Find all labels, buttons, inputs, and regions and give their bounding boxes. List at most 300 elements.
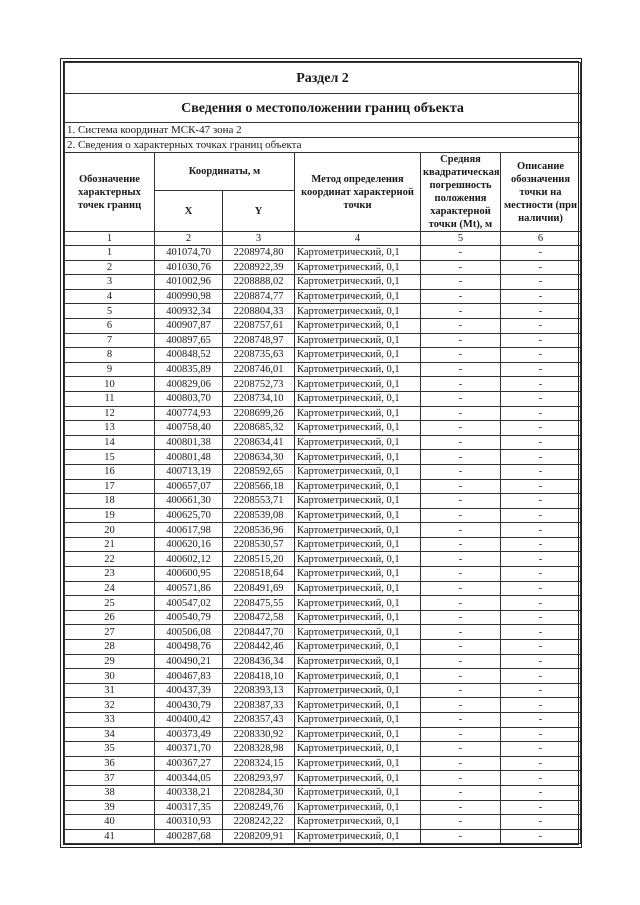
point-accuracy: - bbox=[421, 508, 501, 523]
point-x: 400344,05 bbox=[155, 771, 223, 786]
point-accuracy: - bbox=[421, 654, 501, 669]
point-method: Картометрический, 0,1 bbox=[295, 318, 421, 333]
point-description: - bbox=[501, 494, 581, 509]
point-y: 2208804,33 bbox=[223, 304, 295, 319]
point-x: 400400,42 bbox=[155, 713, 223, 728]
point-number: 39 bbox=[65, 800, 155, 815]
point-number: 14 bbox=[65, 435, 155, 450]
table-row bbox=[65, 318, 581, 333]
point-x: 400371,70 bbox=[155, 742, 223, 757]
point-method: Картометрический, 0,1 bbox=[295, 596, 421, 611]
point-number: 7 bbox=[65, 333, 155, 348]
table-row bbox=[65, 567, 581, 582]
point-y: 2208209,91 bbox=[223, 829, 295, 844]
point-accuracy: - bbox=[421, 377, 501, 392]
point-x: 400617,98 bbox=[155, 523, 223, 538]
point-number: 41 bbox=[65, 829, 155, 844]
point-method: Картометрический, 0,1 bbox=[295, 275, 421, 290]
point-number: 9 bbox=[65, 362, 155, 377]
point-method: Картометрический, 0,1 bbox=[295, 435, 421, 450]
point-method: Картометрический, 0,1 bbox=[295, 727, 421, 742]
point-description: - bbox=[501, 479, 581, 494]
point-x: 400907,87 bbox=[155, 318, 223, 333]
point-number: 2 bbox=[65, 260, 155, 275]
point-description: - bbox=[501, 552, 581, 567]
point-number: 24 bbox=[65, 581, 155, 596]
point-y: 2208530,57 bbox=[223, 537, 295, 552]
point-x: 400338,21 bbox=[155, 785, 223, 800]
point-x: 401002,96 bbox=[155, 275, 223, 290]
point-y: 2208387,33 bbox=[223, 698, 295, 713]
point-x: 400990,98 bbox=[155, 289, 223, 304]
table-row bbox=[65, 756, 581, 771]
point-method: Картометрический, 0,1 bbox=[295, 640, 421, 655]
point-method: Картометрический, 0,1 bbox=[295, 494, 421, 509]
boundary-table bbox=[64, 62, 581, 844]
table-row bbox=[65, 654, 581, 669]
point-y: 2208418,10 bbox=[223, 669, 295, 684]
point-number: 16 bbox=[65, 464, 155, 479]
header-coordinates: Координаты, м bbox=[155, 153, 295, 191]
point-y: 2208566,18 bbox=[223, 479, 295, 494]
point-accuracy: - bbox=[421, 275, 501, 290]
point-y: 2208734,10 bbox=[223, 391, 295, 406]
point-accuracy: - bbox=[421, 523, 501, 538]
point-number: 38 bbox=[65, 785, 155, 800]
point-description: - bbox=[501, 406, 581, 421]
point-y: 2208757,61 bbox=[223, 318, 295, 333]
point-number: 22 bbox=[65, 552, 155, 567]
table-row bbox=[65, 596, 581, 611]
section-title-row bbox=[65, 63, 581, 94]
column-number: 2 bbox=[155, 232, 223, 246]
point-accuracy: - bbox=[421, 362, 501, 377]
point-number: 37 bbox=[65, 771, 155, 786]
point-accuracy: - bbox=[421, 435, 501, 450]
point-method: Картометрический, 0,1 bbox=[295, 654, 421, 669]
point-accuracy: - bbox=[421, 829, 501, 844]
point-number: 31 bbox=[65, 683, 155, 698]
point-y: 2208874,77 bbox=[223, 289, 295, 304]
point-x: 400657,07 bbox=[155, 479, 223, 494]
point-method: Картометрический, 0,1 bbox=[295, 742, 421, 757]
point-accuracy: - bbox=[421, 464, 501, 479]
point-y: 2208324,15 bbox=[223, 756, 295, 771]
point-number: 20 bbox=[65, 523, 155, 538]
point-accuracy: - bbox=[421, 552, 501, 567]
column-number-row bbox=[65, 232, 581, 246]
table-row bbox=[65, 304, 581, 319]
table-row bbox=[65, 698, 581, 713]
point-number: 8 bbox=[65, 348, 155, 363]
point-y: 2208746,01 bbox=[223, 362, 295, 377]
point-description: - bbox=[501, 625, 581, 640]
point-accuracy: - bbox=[421, 406, 501, 421]
point-accuracy: - bbox=[421, 742, 501, 757]
point-number: 6 bbox=[65, 318, 155, 333]
point-method: Картометрический, 0,1 bbox=[295, 785, 421, 800]
point-method: Картометрический, 0,1 bbox=[295, 800, 421, 815]
table-row bbox=[65, 785, 581, 800]
point-y: 2208328,98 bbox=[223, 742, 295, 757]
point-x: 400373,49 bbox=[155, 727, 223, 742]
point-accuracy: - bbox=[421, 640, 501, 655]
table-row bbox=[65, 713, 581, 728]
point-x: 400801,38 bbox=[155, 435, 223, 450]
point-description: - bbox=[501, 318, 581, 333]
point-method: Картометрический, 0,1 bbox=[295, 508, 421, 523]
point-accuracy: - bbox=[421, 318, 501, 333]
point-x: 400620,16 bbox=[155, 537, 223, 552]
table-row bbox=[65, 742, 581, 757]
point-y: 2208922,39 bbox=[223, 260, 295, 275]
point-y: 2208752,73 bbox=[223, 377, 295, 392]
point-x: 400829,06 bbox=[155, 377, 223, 392]
point-x: 400758,40 bbox=[155, 421, 223, 436]
point-accuracy: - bbox=[421, 450, 501, 465]
point-number: 36 bbox=[65, 756, 155, 771]
point-number: 10 bbox=[65, 377, 155, 392]
point-y: 2208735,63 bbox=[223, 348, 295, 363]
points-body bbox=[65, 246, 581, 844]
point-method: Картометрический, 0,1 bbox=[295, 625, 421, 640]
point-method: Картометрический, 0,1 bbox=[295, 333, 421, 348]
table-row bbox=[65, 391, 581, 406]
table-row bbox=[65, 275, 581, 290]
point-x: 400602,12 bbox=[155, 552, 223, 567]
point-y: 2208242,22 bbox=[223, 815, 295, 830]
column-number: 5 bbox=[421, 232, 501, 246]
table-row bbox=[65, 508, 581, 523]
point-description: - bbox=[501, 537, 581, 552]
point-x: 400467,83 bbox=[155, 669, 223, 684]
point-description: - bbox=[501, 713, 581, 728]
header-x: X bbox=[155, 191, 223, 232]
point-description: - bbox=[501, 654, 581, 669]
point-number: 17 bbox=[65, 479, 155, 494]
point-y: 2208249,76 bbox=[223, 800, 295, 815]
point-method: Картометрический, 0,1 bbox=[295, 450, 421, 465]
table-row bbox=[65, 406, 581, 421]
table-row bbox=[65, 421, 581, 436]
table-row bbox=[65, 640, 581, 655]
point-method: Картометрический, 0,1 bbox=[295, 581, 421, 596]
point-x: 401074,70 bbox=[155, 246, 223, 261]
column-number: 4 bbox=[295, 232, 421, 246]
table-row bbox=[65, 479, 581, 494]
point-method: Картометрический, 0,1 bbox=[295, 537, 421, 552]
point-x: 400600,95 bbox=[155, 567, 223, 582]
point-number: 13 bbox=[65, 421, 155, 436]
point-y: 2208592,65 bbox=[223, 464, 295, 479]
point-method: Картометрический, 0,1 bbox=[295, 479, 421, 494]
point-description: - bbox=[501, 260, 581, 275]
point-accuracy: - bbox=[421, 567, 501, 582]
point-method: Картометрический, 0,1 bbox=[295, 304, 421, 319]
point-accuracy: - bbox=[421, 785, 501, 800]
point-accuracy: - bbox=[421, 581, 501, 596]
point-accuracy: - bbox=[421, 479, 501, 494]
point-number: 11 bbox=[65, 391, 155, 406]
point-number: 32 bbox=[65, 698, 155, 713]
point-number: 30 bbox=[65, 669, 155, 684]
header-method: Метод определения координат характерной точки bbox=[295, 153, 421, 232]
table-row bbox=[65, 377, 581, 392]
point-x: 400547,02 bbox=[155, 596, 223, 611]
point-description: - bbox=[501, 391, 581, 406]
table-row bbox=[65, 610, 581, 625]
point-method: Картометрический, 0,1 bbox=[295, 756, 421, 771]
point-y: 2208475,55 bbox=[223, 596, 295, 611]
point-accuracy: - bbox=[421, 260, 501, 275]
point-x: 401030,76 bbox=[155, 260, 223, 275]
point-method: Картометрический, 0,1 bbox=[295, 246, 421, 261]
point-number: 19 bbox=[65, 508, 155, 523]
point-y: 2208699,26 bbox=[223, 406, 295, 421]
point-y: 2208536,96 bbox=[223, 523, 295, 538]
table-row bbox=[65, 289, 581, 304]
point-accuracy: - bbox=[421, 771, 501, 786]
point-number: 29 bbox=[65, 654, 155, 669]
point-description: - bbox=[501, 523, 581, 538]
point-method: Картометрический, 0,1 bbox=[295, 713, 421, 728]
point-description: - bbox=[501, 348, 581, 363]
point-y: 2208888,02 bbox=[223, 275, 295, 290]
point-accuracy: - bbox=[421, 610, 501, 625]
point-description: - bbox=[501, 275, 581, 290]
table-row bbox=[65, 552, 581, 567]
point-accuracy: - bbox=[421, 391, 501, 406]
point-description: - bbox=[501, 742, 581, 757]
point-method: Картометрический, 0,1 bbox=[295, 289, 421, 304]
point-method: Картометрический, 0,1 bbox=[295, 377, 421, 392]
table-row bbox=[65, 246, 581, 261]
section-subtitle: Сведения о местоположении границ объекта bbox=[65, 94, 581, 123]
point-number: 28 bbox=[65, 640, 155, 655]
point-description: - bbox=[501, 450, 581, 465]
point-description: - bbox=[501, 581, 581, 596]
point-y: 2208293,97 bbox=[223, 771, 295, 786]
points-caption-row bbox=[65, 138, 581, 153]
point-description: - bbox=[501, 596, 581, 611]
point-accuracy: - bbox=[421, 494, 501, 509]
point-description: - bbox=[501, 683, 581, 698]
table-row bbox=[65, 537, 581, 552]
point-accuracy: - bbox=[421, 537, 501, 552]
point-y: 2208518,64 bbox=[223, 567, 295, 582]
point-number: 34 bbox=[65, 727, 155, 742]
point-accuracy: - bbox=[421, 800, 501, 815]
point-number: 3 bbox=[65, 275, 155, 290]
column-number: 1 bbox=[65, 232, 155, 246]
point-y: 2208284,30 bbox=[223, 785, 295, 800]
point-x: 400774,93 bbox=[155, 406, 223, 421]
point-accuracy: - bbox=[421, 698, 501, 713]
point-method: Картометрический, 0,1 bbox=[295, 567, 421, 582]
section-title: Раздел 2 bbox=[65, 63, 581, 94]
table-row bbox=[65, 523, 581, 538]
table-row bbox=[65, 464, 581, 479]
point-accuracy: - bbox=[421, 756, 501, 771]
point-x: 400897,65 bbox=[155, 333, 223, 348]
point-x: 400317,35 bbox=[155, 800, 223, 815]
table-row bbox=[65, 771, 581, 786]
table-row bbox=[65, 829, 581, 844]
point-method: Картометрический, 0,1 bbox=[295, 669, 421, 684]
point-description: - bbox=[501, 756, 581, 771]
point-y: 2208447,70 bbox=[223, 625, 295, 640]
point-accuracy: - bbox=[421, 421, 501, 436]
point-y: 2208436,34 bbox=[223, 654, 295, 669]
point-y: 2208634,30 bbox=[223, 450, 295, 465]
point-method: Картометрический, 0,1 bbox=[295, 348, 421, 363]
point-number: 23 bbox=[65, 567, 155, 582]
point-x: 400287,68 bbox=[155, 829, 223, 844]
section-subtitle-row bbox=[65, 94, 581, 123]
point-method: Картометрический, 0,1 bbox=[295, 698, 421, 713]
points-caption: 2. Сведения о характерных точках границ объекта bbox=[65, 138, 581, 153]
table-row bbox=[65, 362, 581, 377]
table-row bbox=[65, 727, 581, 742]
point-method: Картометрический, 0,1 bbox=[295, 523, 421, 538]
point-method: Картометрический, 0,1 bbox=[295, 815, 421, 830]
point-accuracy: - bbox=[421, 596, 501, 611]
point-x: 400713,19 bbox=[155, 464, 223, 479]
point-description: - bbox=[501, 698, 581, 713]
point-description: - bbox=[501, 829, 581, 844]
point-description: - bbox=[501, 785, 581, 800]
point-description: - bbox=[501, 771, 581, 786]
point-description: - bbox=[501, 246, 581, 261]
point-x: 400506,08 bbox=[155, 625, 223, 640]
point-accuracy: - bbox=[421, 683, 501, 698]
table-row bbox=[65, 625, 581, 640]
point-y: 2208330,92 bbox=[223, 727, 295, 742]
point-method: Картометрический, 0,1 bbox=[295, 552, 421, 567]
document-inner-frame bbox=[63, 61, 579, 845]
table-row bbox=[65, 581, 581, 596]
document-frame bbox=[60, 58, 582, 848]
point-accuracy: - bbox=[421, 625, 501, 640]
point-description: - bbox=[501, 289, 581, 304]
table-row bbox=[65, 669, 581, 684]
point-number: 12 bbox=[65, 406, 155, 421]
column-number: 6 bbox=[501, 232, 581, 246]
point-y: 2208748,97 bbox=[223, 333, 295, 348]
column-number: 3 bbox=[223, 232, 295, 246]
point-x: 400801,48 bbox=[155, 450, 223, 465]
point-accuracy: - bbox=[421, 727, 501, 742]
point-x: 400437,39 bbox=[155, 683, 223, 698]
point-description: - bbox=[501, 362, 581, 377]
point-description: - bbox=[501, 567, 581, 582]
point-x: 400490,21 bbox=[155, 654, 223, 669]
point-x: 400540,79 bbox=[155, 610, 223, 625]
point-y: 2208491,69 bbox=[223, 581, 295, 596]
point-description: - bbox=[501, 727, 581, 742]
table-row bbox=[65, 348, 581, 363]
point-method: Картометрический, 0,1 bbox=[295, 391, 421, 406]
point-y: 2208553,71 bbox=[223, 494, 295, 509]
header-designation: Обозначение характерных точек границ bbox=[65, 153, 155, 232]
point-number: 4 bbox=[65, 289, 155, 304]
point-method: Картометрический, 0,1 bbox=[295, 610, 421, 625]
point-number: 35 bbox=[65, 742, 155, 757]
coord-system: 1. Система координат МСК-47 зона 2 bbox=[65, 123, 581, 138]
point-y: 2208634,41 bbox=[223, 435, 295, 450]
point-y: 2208357,43 bbox=[223, 713, 295, 728]
point-method: Картометрический, 0,1 bbox=[295, 406, 421, 421]
point-number: 5 bbox=[65, 304, 155, 319]
coord-system-row bbox=[65, 123, 581, 138]
point-description: - bbox=[501, 333, 581, 348]
point-description: - bbox=[501, 640, 581, 655]
point-accuracy: - bbox=[421, 713, 501, 728]
point-description: - bbox=[501, 421, 581, 436]
point-number: 15 bbox=[65, 450, 155, 465]
point-number: 26 bbox=[65, 610, 155, 625]
point-number: 25 bbox=[65, 596, 155, 611]
point-number: 40 bbox=[65, 815, 155, 830]
point-y: 2208685,32 bbox=[223, 421, 295, 436]
point-x: 400803,70 bbox=[155, 391, 223, 406]
point-y: 2208539,08 bbox=[223, 508, 295, 523]
point-description: - bbox=[501, 508, 581, 523]
point-x: 400367,27 bbox=[155, 756, 223, 771]
point-x: 400498,76 bbox=[155, 640, 223, 655]
point-method: Картометрический, 0,1 bbox=[295, 362, 421, 377]
point-accuracy: - bbox=[421, 348, 501, 363]
point-description: - bbox=[501, 800, 581, 815]
point-number: 18 bbox=[65, 494, 155, 509]
table-row bbox=[65, 494, 581, 509]
point-number: 21 bbox=[65, 537, 155, 552]
point-x: 400848,52 bbox=[155, 348, 223, 363]
point-x: 400932,34 bbox=[155, 304, 223, 319]
point-x: 400310,93 bbox=[155, 815, 223, 830]
table-row bbox=[65, 260, 581, 275]
point-method: Картометрический, 0,1 bbox=[295, 260, 421, 275]
point-x: 400835,89 bbox=[155, 362, 223, 377]
point-accuracy: - bbox=[421, 246, 501, 261]
point-accuracy: - bbox=[421, 333, 501, 348]
point-y: 2208974,80 bbox=[223, 246, 295, 261]
point-accuracy: - bbox=[421, 815, 501, 830]
point-y: 2208393,13 bbox=[223, 683, 295, 698]
table-row bbox=[65, 815, 581, 830]
point-method: Картометрический, 0,1 bbox=[295, 829, 421, 844]
header-y: Y bbox=[223, 191, 295, 232]
point-number: 1 bbox=[65, 246, 155, 261]
header-description: Описание обозначения точки на местности (при наличии) bbox=[501, 153, 581, 232]
point-description: - bbox=[501, 435, 581, 450]
point-description: - bbox=[501, 304, 581, 319]
point-method: Картометрический, 0,1 bbox=[295, 771, 421, 786]
point-method: Картометрический, 0,1 bbox=[295, 683, 421, 698]
point-x: 400625,70 bbox=[155, 508, 223, 523]
header-row-top bbox=[65, 153, 581, 191]
point-method: Картометрический, 0,1 bbox=[295, 464, 421, 479]
point-number: 27 bbox=[65, 625, 155, 640]
point-number: 33 bbox=[65, 713, 155, 728]
point-y: 2208472,58 bbox=[223, 610, 295, 625]
point-description: - bbox=[501, 610, 581, 625]
point-accuracy: - bbox=[421, 289, 501, 304]
table-row bbox=[65, 435, 581, 450]
point-accuracy: - bbox=[421, 669, 501, 684]
table-row bbox=[65, 333, 581, 348]
point-x: 400571,86 bbox=[155, 581, 223, 596]
